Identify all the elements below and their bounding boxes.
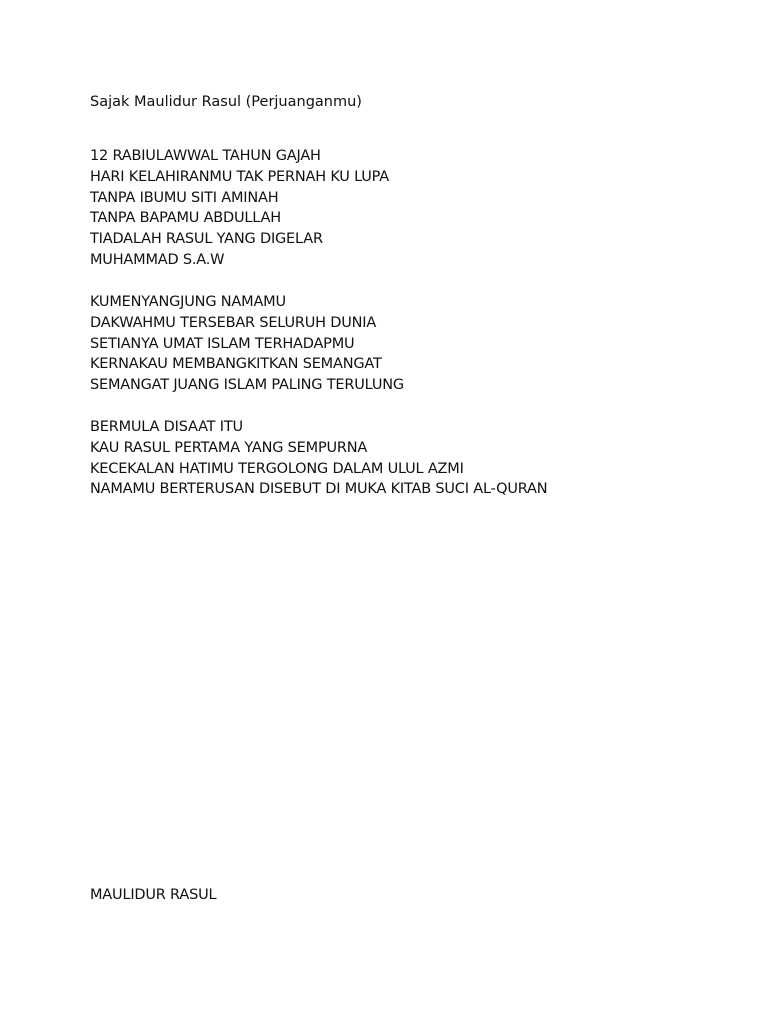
poem-line: 12 RABIULAWWAL TAHUN GAJAH xyxy=(90,148,321,164)
poem-line: NAMAMU BERTERUSAN DISEBUT DI MUKA KITAB SUCI AL-QURAN xyxy=(90,481,548,498)
poem-line: MUHAMMAD S.A.W xyxy=(90,251,225,268)
poem-line: TANPA IBUMU SITI AMINAH xyxy=(90,189,279,206)
poem-line: DAKWAHMU TERSEBAR SELURUH DUNIA xyxy=(90,314,377,331)
poem-line: SETIANYA UMAT ISLAM TERHADAPMU xyxy=(90,335,355,352)
poem-line: TANPA BAPAMU ABDULLAH xyxy=(90,210,281,227)
poem-line: KECEKALAN HATIMU TERGOLONG DALAM ULUL AZMI xyxy=(90,460,464,477)
poem-line: SEMANGAT JUANG ISLAM PALING TERULUNG xyxy=(90,377,404,394)
stanza-2 xyxy=(90,292,404,396)
poem-title: Sajak Maulidur Rasul (Perjuanganmu) xyxy=(90,94,362,110)
poem-line: TIADALAH RASUL YANG DIGELAR xyxy=(90,231,323,248)
poem-line: HARI KELAHIRANMU TAK PERNAH KU LUPA xyxy=(90,168,390,185)
stanza-1 xyxy=(90,146,389,271)
stanza-3 xyxy=(90,417,547,500)
poem-line: KAU RASUL PERTAMA YANG SEMPURNA xyxy=(90,439,368,456)
poem-line: KERNAKAU MEMBANGKITKAN SEMANGAT xyxy=(90,356,382,373)
poem-line: BERMULA DISAAT ITU xyxy=(90,419,243,435)
poem-line: KUMENYANGJUNG NAMAMU xyxy=(90,294,286,310)
footer-text: MAULIDUR RASUL xyxy=(90,887,217,903)
